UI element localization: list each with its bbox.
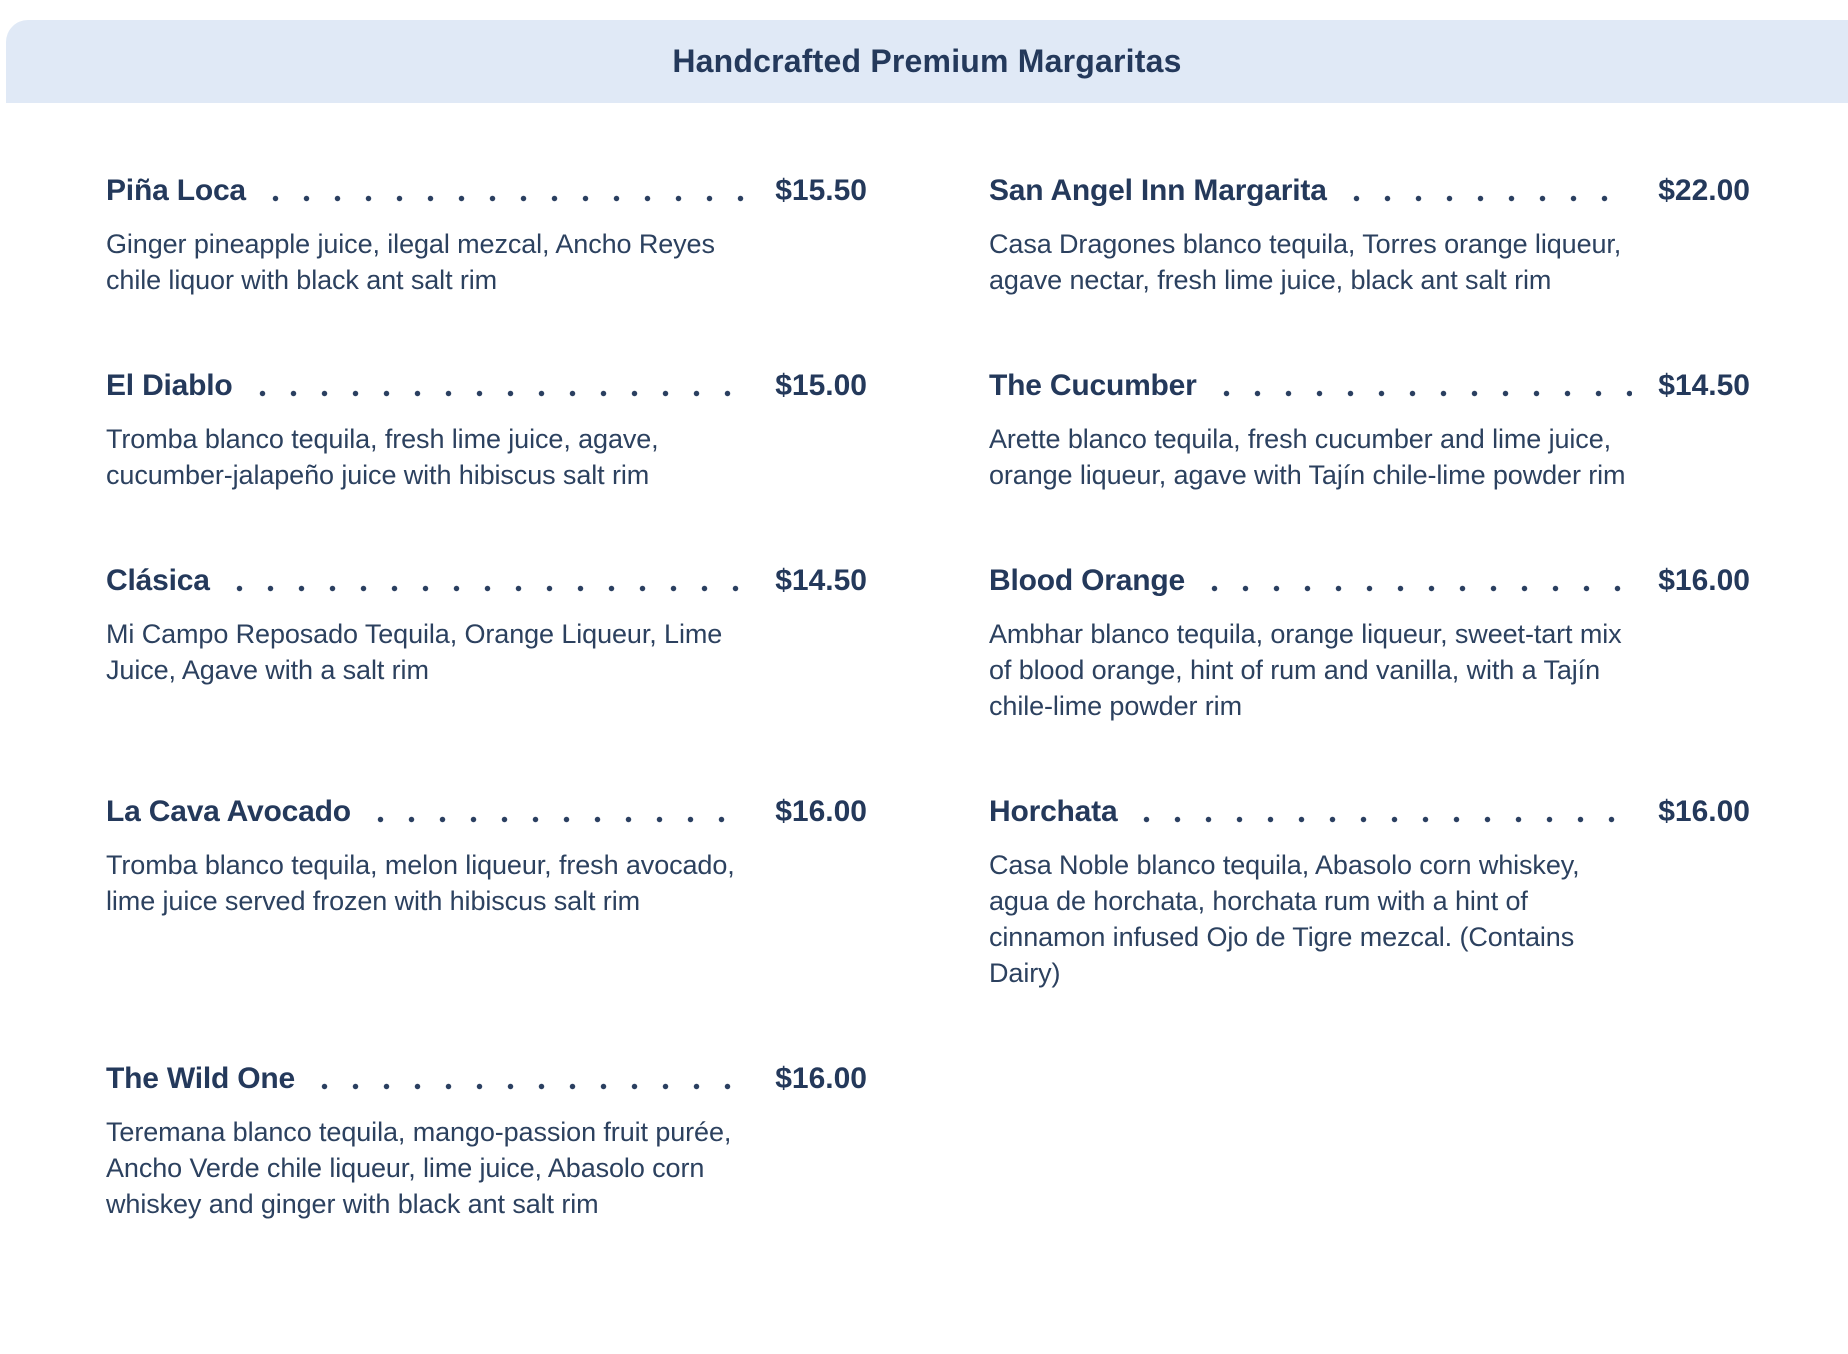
item-name: The Cucumber <box>989 369 1197 402</box>
item-price: $14.50 <box>1658 369 1750 402</box>
item-description: Casa Noble blanco tequila, Abasolo corn whiskey, agua de horchata, horchata rum with a hint of cinnamon infused Ojo de Tigre mezcal. (Contains Dairy) <box>989 850 1580 988</box>
item-description: Ambhar blanco tequila, orange liqueur, sweet-tart mix of blood orange, hint of rum and vanilla, with a Tajín chile-lime powder rim <box>989 619 1622 721</box>
item-name: El Diablo <box>106 369 233 402</box>
dot-leader <box>1143 816 1632 823</box>
menu-item <box>989 368 1750 493</box>
item-price: $16.00 <box>1658 795 1750 828</box>
dot-leader <box>1223 390 1633 397</box>
dot-leader <box>1353 195 1633 202</box>
dot-leader <box>272 195 749 202</box>
item-price: $16.00 <box>1658 564 1750 597</box>
item-name: Horchata <box>989 795 1118 828</box>
menu-item <box>106 563 867 724</box>
menu-item <box>106 368 867 493</box>
menu-item <box>989 563 1750 724</box>
item-price: $16.00 <box>775 1062 867 1095</box>
dot-leader <box>1211 585 1632 592</box>
item-description: Mi Campo Reposado Tequila, Orange Liqueur, Lime Juice, Agave with a salt rim <box>106 619 723 685</box>
menu-item-header <box>106 368 867 404</box>
item-price: $15.00 <box>775 369 867 402</box>
menu-item-header <box>106 173 867 209</box>
dot-leader <box>321 1083 749 1090</box>
item-description: Arette blanco tequila, fresh cucumber and lime juice, orange liqueur, agave with Tajín chile-lime powder rim <box>989 424 1626 490</box>
menu-item-header <box>989 794 1750 830</box>
menu-page <box>0 20 1848 1222</box>
menu-item <box>106 173 867 298</box>
item-description: Tromba blanco tequila, melon liqueur, fresh avocado, lime juice served frozen with hibiscus salt rim <box>106 850 735 916</box>
menu-item-header <box>989 563 1750 599</box>
menu-item-header <box>106 794 867 830</box>
menu-item-header <box>106 1061 867 1097</box>
item-price: $14.50 <box>775 564 867 597</box>
item-name: San Angel Inn Margarita <box>989 174 1327 207</box>
menu-item-header <box>989 368 1750 404</box>
item-price: $16.00 <box>775 795 867 828</box>
item-description: Ginger pineapple juice, ilegal mezcal, Ancho Reyes chile liquor with black ant salt rim <box>106 229 715 295</box>
item-name: Blood Orange <box>989 564 1185 597</box>
item-name: La Cava Avocado <box>106 795 351 828</box>
menu-item-header <box>106 563 867 599</box>
menu-item <box>106 794 867 991</box>
menu-item <box>989 794 1750 991</box>
menu-item <box>989 173 1750 298</box>
item-description: Teremana blanco tequila, mango-passion fruit purée, Ancho Verde chile liqueur, lime juice, Abasolo corn whiskey and ginger with black ant salt rim <box>106 1117 732 1219</box>
menu-item-header <box>989 173 1750 209</box>
menu-grid <box>0 173 1848 1222</box>
item-description: Tromba blanco tequila, fresh lime juice, agave, cucumber-jalapeño juice with hibiscus salt rim <box>106 424 659 490</box>
dot-leader <box>236 585 750 592</box>
menu-item <box>106 1061 867 1222</box>
item-name: Clásica <box>106 564 210 597</box>
item-name: Piña Loca <box>106 174 246 207</box>
item-description: Casa Dragones blanco tequila, Torres orange liqueur, agave nectar, fresh lime juice, black ant salt rim <box>989 229 1622 295</box>
item-price: $15.50 <box>775 174 867 207</box>
section-header-band <box>6 20 1848 103</box>
item-price: $22.00 <box>1658 174 1750 207</box>
section-title: Handcrafted Premium Margaritas <box>672 43 1182 79</box>
dot-leader <box>377 816 749 823</box>
dot-leader <box>259 390 750 397</box>
item-name: The Wild One <box>106 1062 295 1095</box>
